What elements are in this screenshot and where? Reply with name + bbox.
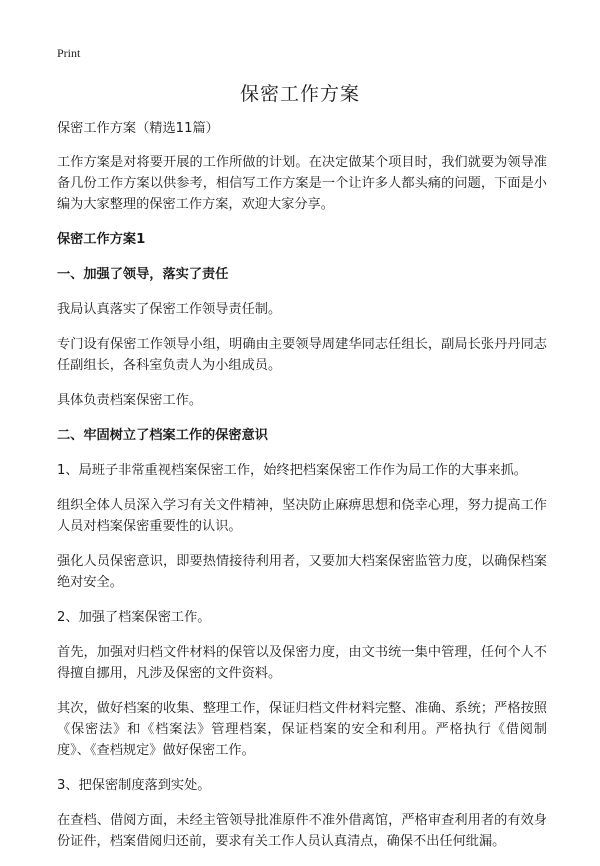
paragraph: 首先，加强对归档文件材料的保管以及保密力度，由文书统一集中管理，任何个人不得擅自挪用，凡涉及保密的文件资料。 [57, 645, 547, 681]
paragraph: 在查档、借阅方面，未经主管领导批准原件不准外借离馆，严格审查利用者的有效身份证件，档案借阅归还前，要求有关工作人员认真清点，确保不出任何纰漏。 [57, 813, 547, 849]
paragraph: 组织全体人员深入学习有关文件精神，坚决防止麻痹思想和侥幸心理，努力提高工作人员对档案保密重要性的认识。 [57, 498, 547, 534]
page-title: 保密工作方案 [239, 83, 360, 105]
paragraph: 1、局班子非常重视档案保密工作，始终把档案保密工作作为局工作的大事来抓。 [57, 463, 527, 478]
section-title: 保密工作方案1 [57, 232, 146, 247]
intro-paragraph: 工作方案是对将要开展的工作所做的计划。在决定做某个项目时，我们就要为领导准备几份工作方案以供参考，相信写工作方案是一个让许多人都头痛的问题，下面是小编为大家整理的保密工作方案，欢迎大家分享。 [57, 155, 547, 212]
paragraph: 我局认真落实了保密工作领导责任制。 [57, 302, 282, 317]
paragraph: 专门设有保密工作领导小组，明确由主要领导周建华同志任组长，副局长张丹丹同志任副组长，各科室负责人为小组成员。 [57, 337, 547, 373]
paragraph: 具体负责档案保密工作。 [57, 393, 203, 408]
document-body [57, 118, 547, 866]
paragraph: 强化人员保密意识，即要热情接待利用者，又要加大档案保密监管力度，以确保档案绝对安全。 [57, 554, 547, 590]
paragraph: 3、把保密制度落到实处。 [57, 778, 211, 793]
paragraph: 2、加强了档案保密工作。 [57, 610, 211, 625]
paragraph: 其次，做好档案的收集、整理工作，保证归档文件材料完整、准确、系统；严格按照《保密法》和《档案法》管理档案，保证档案的安全和利用。严格执行《借阅制度》、《查档规定》做好保密工作。 [57, 701, 547, 758]
document-subtitle: 保密工作方案（精选11篇） [57, 121, 219, 136]
heading-2: 二、牢固树立了档案工作的保密意识 [57, 428, 268, 443]
heading-1: 一、加强了领导，落实了责任 [57, 267, 229, 282]
print-link[interactable]: Print [57, 46, 81, 60]
